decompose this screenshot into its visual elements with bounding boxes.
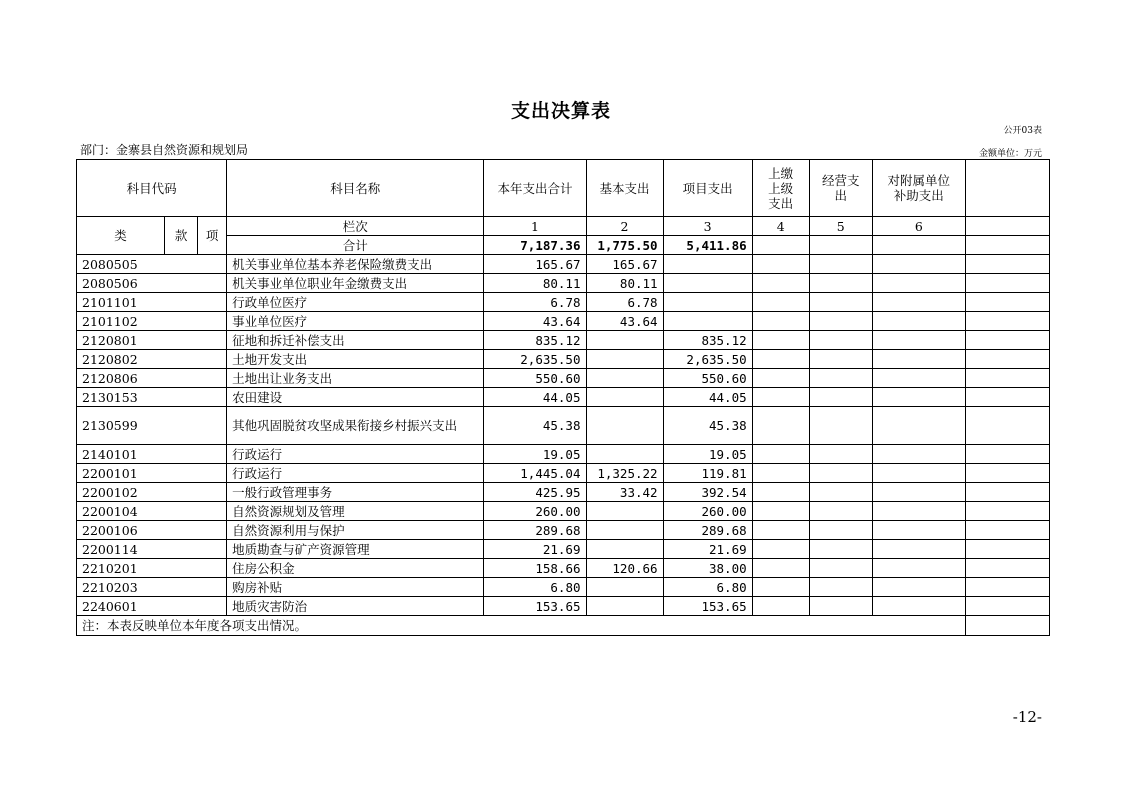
row-total: 80.11 <box>484 274 586 293</box>
row-total: 165.67 <box>484 255 586 274</box>
blank-cell <box>809 483 872 502</box>
table-row <box>77 502 1050 521</box>
row-code: 2210203 <box>77 578 227 597</box>
blank-cell <box>752 597 809 616</box>
row-basic <box>586 597 663 616</box>
table-row <box>77 559 1050 578</box>
table-note: 注：本表反映单位本年度各项支出情况。 <box>77 616 966 636</box>
row-project: 289.68 <box>663 521 752 540</box>
row-total: 6.80 <box>484 578 586 597</box>
header-business: 经营支出 <box>809 160 872 217</box>
row-basic: 165.67 <box>586 255 663 274</box>
blank-cell <box>965 236 1049 255</box>
row-project <box>663 293 752 312</box>
blank-cell <box>872 350 965 369</box>
blank-cell <box>872 255 965 274</box>
row-name: 行政运行 <box>227 445 484 464</box>
blank-cell <box>809 274 872 293</box>
blank-cell <box>752 369 809 388</box>
blank-cell <box>752 331 809 350</box>
blank-cell <box>872 236 965 255</box>
row-code: 2101101 <box>77 293 227 312</box>
row-project: 550.60 <box>663 369 752 388</box>
total-basic: 1,775.50 <box>586 236 663 255</box>
row-basic <box>586 407 663 445</box>
blank-cell <box>872 540 965 559</box>
table-row <box>77 540 1050 559</box>
row-name: 机关事业单位基本养老保险缴费支出 <box>227 255 484 274</box>
column-number-row <box>77 217 1050 236</box>
header-code: 科目代码 <box>77 160 227 217</box>
row-code: 2120801 <box>77 331 227 350</box>
blank-cell <box>809 312 872 331</box>
col-number: 1 <box>484 217 586 236</box>
blank-cell <box>752 483 809 502</box>
row-code: 2200101 <box>77 464 227 483</box>
blank-cell <box>965 331 1049 350</box>
row-code: 2210201 <box>77 559 227 578</box>
blank-cell <box>965 521 1049 540</box>
blank-cell <box>809 407 872 445</box>
blank-cell <box>872 483 965 502</box>
row-basic <box>586 578 663 597</box>
blank-cell <box>965 597 1049 616</box>
blank-cell <box>965 464 1049 483</box>
blank-cell <box>965 559 1049 578</box>
row-code: 2200102 <box>77 483 227 502</box>
blank-cell <box>872 293 965 312</box>
blank-cell <box>872 407 965 445</box>
row-project: 21.69 <box>663 540 752 559</box>
blank-cell <box>752 521 809 540</box>
blank-cell <box>809 502 872 521</box>
row-basic <box>586 521 663 540</box>
row-code: 2120802 <box>77 350 227 369</box>
blank-cell <box>752 407 809 445</box>
blank-cell <box>872 502 965 521</box>
row-basic <box>586 369 663 388</box>
row-basic: 80.11 <box>586 274 663 293</box>
row-total: 45.38 <box>484 407 586 445</box>
row-basic: 33.42 <box>586 483 663 502</box>
row-project: 2,635.50 <box>663 350 752 369</box>
row-name: 行政运行 <box>227 464 484 483</box>
row-total: 43.64 <box>484 312 586 331</box>
row-project: 45.38 <box>663 407 752 445</box>
row-name: 土地开发支出 <box>227 350 484 369</box>
row-code: 2120806 <box>77 369 227 388</box>
blank-cell <box>965 350 1049 369</box>
header-subsidiary: 对附属单位补助支出 <box>872 160 965 217</box>
blank-cell <box>809 464 872 483</box>
row-total: 6.78 <box>484 293 586 312</box>
row-total: 550.60 <box>484 369 586 388</box>
row-name: 购房补贴 <box>227 578 484 597</box>
blank-cell <box>752 445 809 464</box>
blank-cell <box>752 293 809 312</box>
blank-cell <box>965 388 1049 407</box>
blank-cell <box>965 312 1049 331</box>
blank-cell <box>965 578 1049 597</box>
header-kuan: 款 <box>165 217 198 255</box>
row-name: 其他巩固脱贫攻坚成果衔接乡村振兴支出 <box>227 407 484 445</box>
col-number: 2 <box>586 217 663 236</box>
row-code: 2240601 <box>77 597 227 616</box>
row-code: 2200106 <box>77 521 227 540</box>
blank-cell <box>965 616 1049 636</box>
blank-cell <box>752 255 809 274</box>
blank-cell <box>752 274 809 293</box>
row-name: 事业单位医疗 <box>227 312 484 331</box>
blank-cell <box>965 445 1049 464</box>
row-project <box>663 255 752 274</box>
row-basic: 43.64 <box>586 312 663 331</box>
row-name: 住房公积金 <box>227 559 484 578</box>
blank-cell <box>872 578 965 597</box>
row-project: 44.05 <box>663 388 752 407</box>
blank-cell <box>965 502 1049 521</box>
row-project: 19.05 <box>663 445 752 464</box>
table-row <box>77 274 1050 293</box>
expenditure-table <box>76 159 1050 636</box>
blank-cell <box>752 502 809 521</box>
blank-cell <box>809 445 872 464</box>
page-number: -12- <box>1012 708 1042 726</box>
table-row <box>77 464 1050 483</box>
table-row <box>77 388 1050 407</box>
row-code: 2200114 <box>77 540 227 559</box>
total-project: 5,411.86 <box>663 236 752 255</box>
blank-cell <box>965 255 1049 274</box>
row-basic <box>586 388 663 407</box>
note-row <box>77 616 1050 636</box>
header-blank <box>965 160 1049 217</box>
row-name: 地质勘查与矿产资源管理 <box>227 540 484 559</box>
col-number: 4 <box>752 217 809 236</box>
header-heji: 合计 <box>227 236 484 255</box>
table-row <box>77 445 1050 464</box>
header-upper: 上缴上级支出 <box>752 160 809 217</box>
blank-cell <box>809 388 872 407</box>
blank-cell <box>872 445 965 464</box>
table-row <box>77 255 1050 274</box>
row-basic: 6.78 <box>586 293 663 312</box>
header-total: 本年支出合计 <box>484 160 586 217</box>
row-basic: 120.66 <box>586 559 663 578</box>
blank-cell <box>752 350 809 369</box>
blank-cell <box>752 540 809 559</box>
row-code: 2140101 <box>77 445 227 464</box>
blank-cell <box>965 369 1049 388</box>
row-name: 地质灾害防治 <box>227 597 484 616</box>
header-lei: 类 <box>77 217 165 255</box>
table-row <box>77 312 1050 331</box>
row-project <box>663 274 752 293</box>
blank-cell <box>965 293 1049 312</box>
row-project: 119.81 <box>663 464 752 483</box>
blank-cell <box>872 464 965 483</box>
row-basic <box>586 445 663 464</box>
row-code: 2130153 <box>77 388 227 407</box>
blank-cell <box>752 236 809 255</box>
row-basic <box>586 350 663 369</box>
blank-cell <box>809 236 872 255</box>
row-basic: 1,325.22 <box>586 464 663 483</box>
row-name: 征地和拆迁补偿支出 <box>227 331 484 350</box>
blank-cell <box>752 559 809 578</box>
row-project: 6.80 <box>663 578 752 597</box>
blank-cell <box>965 540 1049 559</box>
blank-cell <box>872 597 965 616</box>
table-row <box>77 369 1050 388</box>
header-project: 项目支出 <box>663 160 752 217</box>
row-project: 835.12 <box>663 331 752 350</box>
row-total: 260.00 <box>484 502 586 521</box>
row-total: 153.65 <box>484 597 586 616</box>
blank-cell <box>965 483 1049 502</box>
header-name: 科目名称 <box>227 160 484 217</box>
row-project: 392.54 <box>663 483 752 502</box>
row-basic <box>586 540 663 559</box>
form-number: 公开03表 <box>1003 126 1042 136</box>
blank-cell <box>809 578 872 597</box>
blank-cell <box>752 312 809 331</box>
row-project: 38.00 <box>663 559 752 578</box>
row-total: 21.69 <box>484 540 586 559</box>
row-project <box>663 312 752 331</box>
blank-cell <box>752 464 809 483</box>
blank-cell <box>809 369 872 388</box>
blank-cell <box>872 369 965 388</box>
row-name: 土地出让业务支出 <box>227 369 484 388</box>
row-code: 2080506 <box>77 274 227 293</box>
row-name: 农田建设 <box>227 388 484 407</box>
row-code: 2080505 <box>77 255 227 274</box>
col-number: 6 <box>872 217 965 236</box>
col-number: 3 <box>663 217 752 236</box>
table-row <box>77 483 1050 502</box>
row-name: 机关事业单位职业年金缴费支出 <box>227 274 484 293</box>
table-row <box>77 578 1050 597</box>
blank-cell <box>809 350 872 369</box>
row-total: 425.95 <box>484 483 586 502</box>
blank-cell <box>809 255 872 274</box>
blank-cell <box>965 407 1049 445</box>
total-amount: 7,187.36 <box>484 236 586 255</box>
header-lanci: 栏次 <box>227 217 484 236</box>
row-total: 835.12 <box>484 331 586 350</box>
header-xiang: 项 <box>198 217 227 255</box>
row-code: 2101102 <box>77 312 227 331</box>
row-name: 一般行政管理事务 <box>227 483 484 502</box>
blank-cell <box>809 559 872 578</box>
blank-cell <box>965 217 1049 236</box>
blank-cell <box>872 521 965 540</box>
row-total: 19.05 <box>484 445 586 464</box>
blank-cell <box>809 597 872 616</box>
blank-cell <box>809 293 872 312</box>
blank-cell <box>872 559 965 578</box>
row-project: 153.65 <box>663 597 752 616</box>
table-row <box>77 597 1050 616</box>
table-row <box>77 293 1050 312</box>
row-total: 1,445.04 <box>484 464 586 483</box>
blank-cell <box>872 312 965 331</box>
page-title: 支出决算表 <box>510 100 611 122</box>
header-basic: 基本支出 <box>586 160 663 217</box>
row-total: 44.05 <box>484 388 586 407</box>
table-row <box>77 350 1050 369</box>
row-name: 行政单位医疗 <box>227 293 484 312</box>
row-name: 自然资源利用与保护 <box>227 521 484 540</box>
row-total: 289.68 <box>484 521 586 540</box>
row-total: 2,635.50 <box>484 350 586 369</box>
blank-cell <box>872 388 965 407</box>
blank-cell <box>809 540 872 559</box>
blank-cell <box>752 578 809 597</box>
blank-cell <box>872 331 965 350</box>
amount-unit-label: 金额单位：万元 <box>978 149 1042 159</box>
row-total: 158.66 <box>484 559 586 578</box>
row-basic <box>586 502 663 521</box>
blank-cell <box>752 388 809 407</box>
blank-cell <box>965 274 1049 293</box>
table-row <box>77 331 1050 350</box>
table-row <box>77 407 1050 445</box>
row-code: 2200104 <box>77 502 227 521</box>
row-code: 2130599 <box>77 407 227 445</box>
header-row <box>77 160 1050 217</box>
row-name: 自然资源规划及管理 <box>227 502 484 521</box>
row-basic <box>586 331 663 350</box>
row-project: 260.00 <box>663 502 752 521</box>
blank-cell <box>809 331 872 350</box>
col-number: 5 <box>809 217 872 236</box>
blank-cell <box>872 274 965 293</box>
blank-cell <box>809 521 872 540</box>
table-row <box>77 521 1050 540</box>
department-label: 部门：金寨县自然资源和规划局 <box>80 143 249 157</box>
